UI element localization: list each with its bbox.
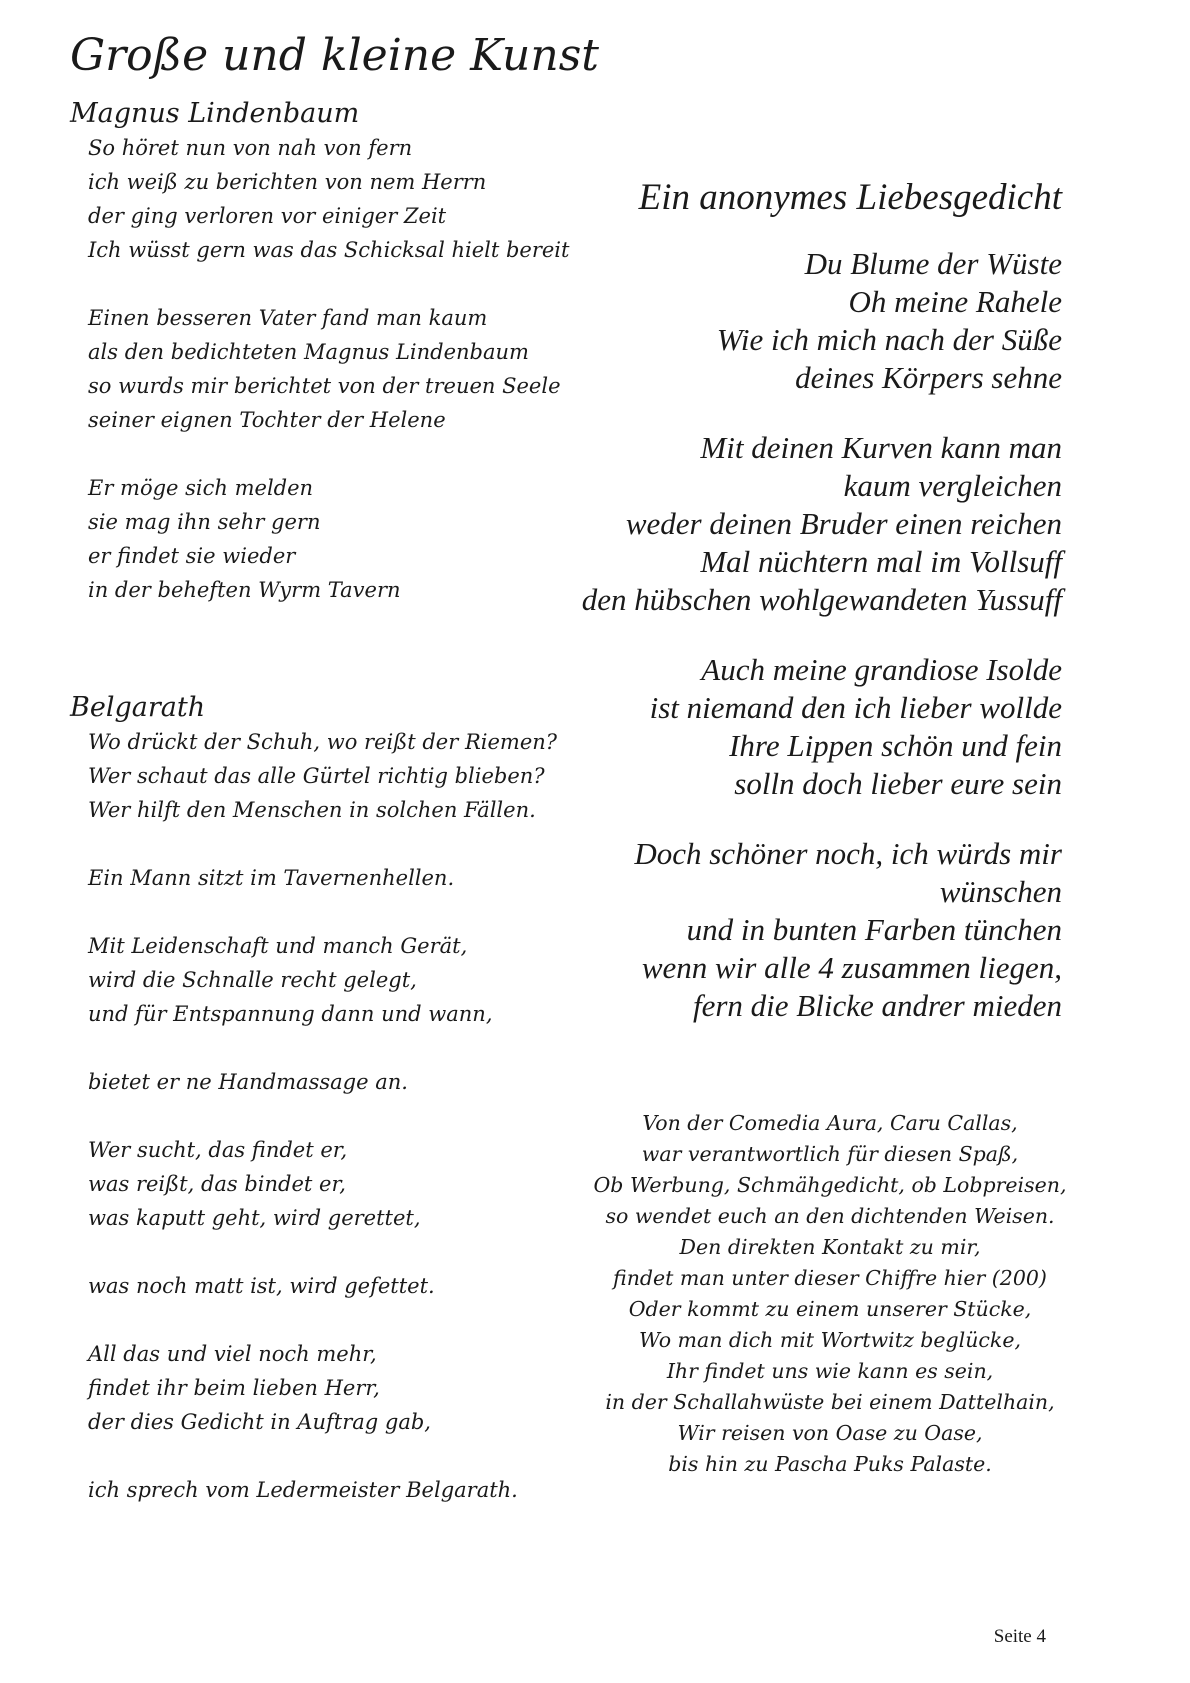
love-verse-line: wenn wir alle 4 zusammen liegen, [641,950,1062,985]
love-verse-line: fern die Blicke andrer mieden [692,988,1062,1023]
stanza-spacer [542,397,1062,429]
verse-line: All das und viel noch mehr, [88,1342,377,1366]
verse-line: was reißt, das bindet er, [88,1172,346,1196]
credit-line: war verantwortlich für diesen Spaß, [641,1142,1019,1166]
verse-line: als den bedichteten Magnus Lindenbaum [88,340,529,364]
love-verse-line: Oh meine Rahele [848,284,1062,319]
love-poem-title: Ein anonymes Liebesgedicht [638,177,1062,218]
love-verse-line: Wie ich mich nach der Süße [716,322,1062,357]
credit-line: Ihr findet uns wie kann es sein, [666,1359,994,1383]
love-verse-line: und in bunten Farben tünchen [686,912,1062,947]
love-stanza [542,835,1062,1025]
love-verse-line: Ihre Lippen schön und fein [729,728,1062,763]
page-title: Große und kleine Kunst [70,30,599,81]
stanza-spacer [70,1303,630,1337]
stanza-spacer [542,619,1062,651]
verse-line: Wer sucht, das findet er, [88,1138,348,1162]
verse-line: Ich wüsst gern was das Schicksal hielt bereit [88,238,570,262]
stanza [70,1065,630,1099]
verse-line: findet ihr beim lieben Herr, [88,1376,380,1400]
verse-line: So höret nun von nah von fern [88,136,413,160]
verse-line: Wer hilft den Menschen in solchen Fällen. [88,798,536,822]
verse-line: ich sprech vom Ledermeister Belgarath. [88,1478,518,1502]
verse-line: Ein Mann sitzt im Tavernenhellen. [88,866,455,890]
stanza-spacer [70,1099,630,1133]
stanza-spacer [70,1235,630,1269]
love-verse-line: Auch meine grandiose Isolde [701,652,1062,687]
love-stanza [542,429,1062,619]
credit-line: in der Schallahwüste bei einem Dattelhain, [605,1390,1055,1414]
verse-line: was kaputt geht, wird gerettet, [88,1206,421,1230]
verse-line: bietet er ne Handmassage an. [88,1070,408,1094]
verse-line: seiner eignen Tochter der Helene [88,408,446,432]
credit-line: so wendet euch an den dichtenden Weisen. [605,1204,1055,1228]
verse-line: in der beheften Wyrm Tavern [88,578,401,602]
love-verse-line: ist niemand den ich lieber wollde [649,690,1062,725]
love-stanza [542,651,1062,803]
poem-author: Belgarath [70,692,206,723]
credit-line: Ob Werbung, Schmähgedicht, ob Lobpreisen, [593,1173,1067,1197]
verse-line: Mit Leidenschaft und manch Gerät, [88,934,468,958]
stanza-spacer [70,1031,630,1065]
love-verse-line: wünschen [939,874,1062,909]
verse-line: Er möge sich melden [88,476,314,500]
love-verse-line: Doch schöner noch, ich würds mir [634,836,1062,871]
love-verse-line: kaum vergleichen [843,468,1062,503]
love-verse-line: Mal nüchtern mal im Vollsuff [700,544,1062,579]
stanza-spacer [542,803,1062,835]
stanza [70,1473,630,1507]
verse-line: der ging verloren vor einiger Zeit [88,204,447,228]
poem-author: Magnus Lindenbaum [70,98,360,129]
stanza-spacer [70,1439,630,1473]
verse-line: Einen besseren Vater fand man kaum [88,306,488,330]
page-number: Seite 4 [993,1626,1046,1647]
verse-line: so wurds mir berichtet von der treuen Seele [88,374,561,398]
credit-line: bis hin zu Pascha Puks Palaste. [668,1452,992,1476]
love-poem-stanzas [542,245,1062,1025]
credit-line: Wo man dich mit Wortwitz beglücke, [639,1328,1021,1352]
verse-line: wird die Schnalle recht gelegt, [88,968,417,992]
credit-line: findet man unter dieser Chiffre hier (200) [613,1266,1047,1290]
love-verse-line: den hübschen wohlgewandeten Yussuff [581,582,1062,617]
stanza [70,1269,630,1303]
credit-line: Von der Comedia Aura, Caru Callas, [642,1111,1018,1135]
verse-line: er findet sie wieder [88,544,296,568]
credits-block [560,1108,1100,1480]
verse-line: und für Entspannung dann und wann, [88,1002,493,1026]
love-verse-line: Du Blume der Wüste [804,246,1062,281]
love-stanza [542,245,1062,397]
love-poem-column [542,175,1062,1025]
stanza [70,1133,630,1235]
verse-line: der dies Gedicht in Auftrag gab, [88,1410,431,1434]
love-verse-line: solln doch lieber eure sein [734,766,1062,801]
verse-line: Wo drückt der Schuh, wo reißt der Riemen? [88,730,558,754]
verse-line: ich weiß zu berichten von nem Herrn [88,170,487,194]
credit-line: Oder kommt zu einem unserer Stücke, [628,1297,1032,1321]
love-verse-line: Mit deinen Kurven kann man [700,430,1062,465]
love-verse-line: deines Körpers sehne [795,360,1062,395]
credit-line: Den direkten Kontakt zu mir, [679,1235,981,1259]
stanza [70,1337,630,1439]
credit-line: Wir reisen von Oase zu Oase, [677,1421,983,1445]
verse-line: sie mag ihn sehr gern [88,510,321,534]
love-verse-line: weder deinen Bruder einen reichen [625,506,1062,541]
verse-line: Wer schaut das alle Gürtel richtig blieben? [88,764,545,788]
verse-line: was noch matt ist, wird gefettet. [88,1274,435,1298]
